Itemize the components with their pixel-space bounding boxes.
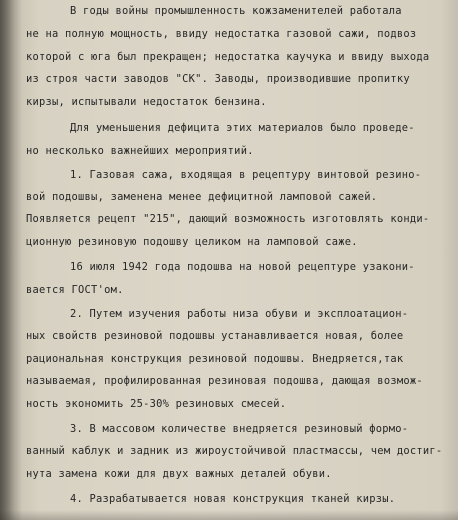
text-line: вой подошвы, заменена менее дефицитной ламповой сажей. (26, 191, 378, 203)
text-line: Для уменьшения дефицита этих материалов было проведе- (70, 122, 415, 134)
text-line: ванный каблук и задник из жироустойчивой пластмассы, чем достиг- (26, 445, 443, 457)
page-bottom-shadow (0, 510, 458, 520)
text-line: 3. В массовом количестве внедряется резиновый формо- (70, 423, 409, 435)
text-line: нута замена кожи для двух важных деталей обуви. (26, 468, 332, 480)
text-line: кирзы, испытывали недостаток бензина. (26, 96, 267, 108)
text-line: 4. Разрабатывается новая конструкция тканей кирзы. (70, 493, 396, 505)
text-line: 16 июля 1942 года подошва на новой рецептуре узакони- (70, 261, 415, 273)
text-line: 1. Газовая сажа, входящая в рецептуру винтовой резино- (70, 169, 422, 181)
text-line: 2. Путем изучения работы низа обуви и эксплоатацион- (70, 308, 409, 320)
text-line: ность экономить 25-30% резиновых смесей. (26, 398, 287, 410)
page-fold-shadow (0, 0, 22, 520)
text-line: ционную резиновую подошву целиком на ламповой саже. (26, 236, 358, 248)
text-line: но несколько важнейших мероприятий. (26, 145, 254, 157)
text-line: называемая, профилированная резиновая подошва, дающая возмож- (26, 375, 423, 387)
text-line: В годы войны промышленность кожзаменителей работала (70, 5, 402, 17)
text-line: из строя части заводов "СК". Заводы, производившие пропитку (26, 73, 410, 85)
text-line: ных свойств резиновой подошвы устанавливается новая, более (26, 330, 404, 342)
text-line: которой с юга был прекращен; недостатка каучука и ввиду выхода (26, 51, 430, 63)
text-line: не на полную мощность, ввиду недостатка газовой сажи, подвоз (26, 28, 417, 40)
text-line: вается ГОСТ'ом. (26, 284, 124, 296)
text-line: рациональная конструкция резиновой подошвы. Внедряется,так (26, 353, 404, 365)
text-line: Появляется рецепт "215", дающий возможность изготовлять конди- (26, 213, 430, 225)
